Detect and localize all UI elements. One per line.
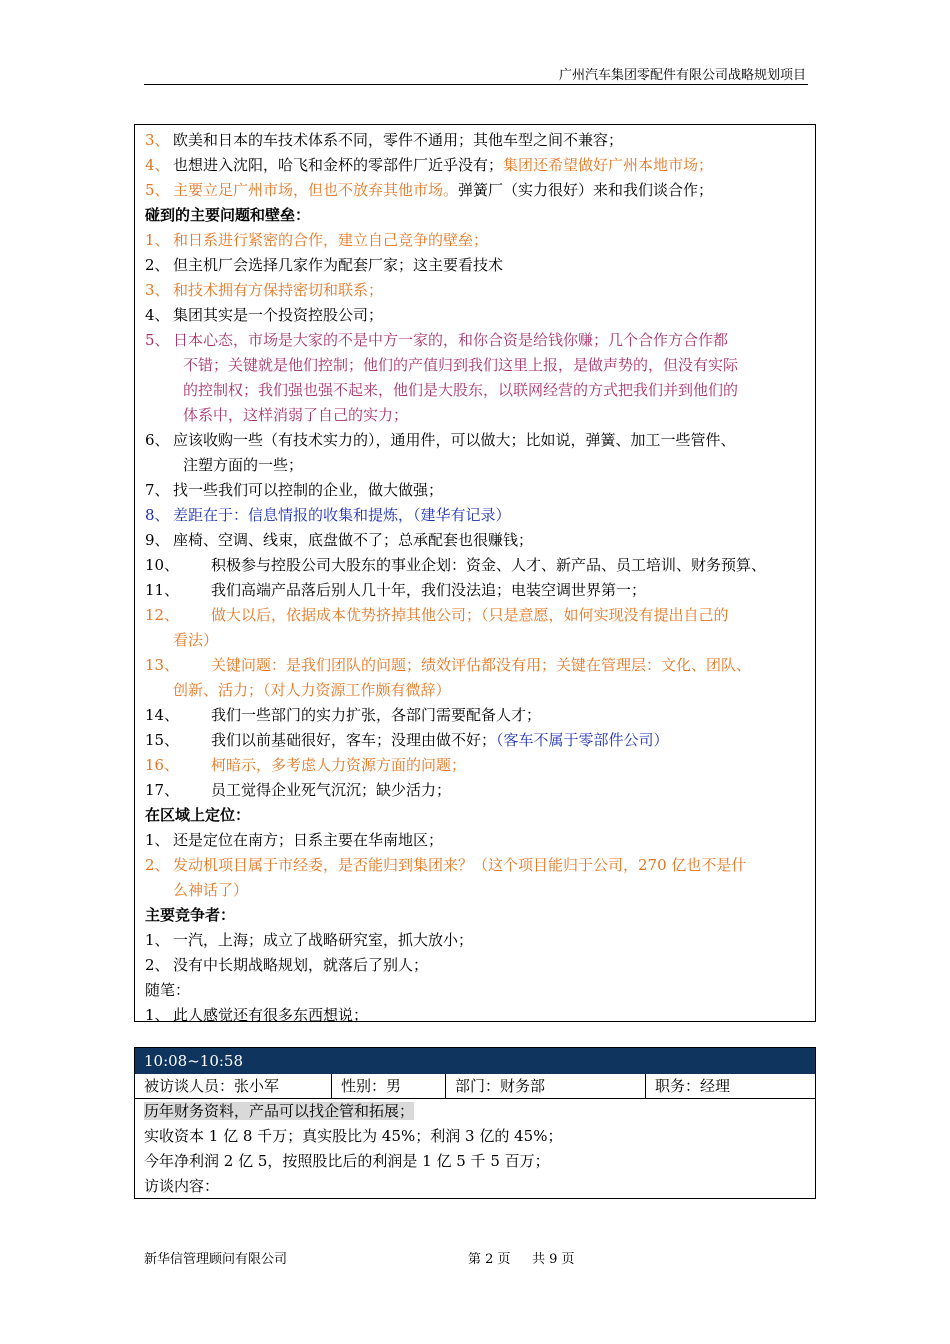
list-item-continuation: 体系中，这样消弱了自己的实力；: [183, 406, 409, 424]
list-item-continuation: 的控制权；我们强也强不起来，他们是大股东，以联网经营的方式把我们并到他们的: [183, 381, 739, 399]
record-line: 历年财务资料，产品可以找企管和拓展；: [144, 1102, 415, 1120]
list-item: 16、 柯暗示，多考虑人力资源方面的问题；: [145, 756, 467, 774]
list-item: 2、 没有中长期战略规划，就落后了别人；: [145, 956, 429, 974]
record-line: 今年净利润 2 亿 5，按照股比后的利润是 1 亿 5 千 5 百万；: [144, 1152, 550, 1170]
list-item: 2、 但主机厂会选择几家作为配套厂家；这主要看技术: [145, 256, 504, 274]
list-item-continuation: 创新、活力；（对人力资源工作颇有微辞）: [173, 681, 451, 699]
footer-page: 第 2 页: [468, 1252, 511, 1267]
section-heading: 主要竞争者：: [145, 906, 236, 924]
section-heading: 在区域上定位：: [145, 806, 251, 824]
list-item-continuation: 不错；关键就是他们控制；他们的产值归到我们这里上报，是做声势的，但没有实际: [183, 356, 739, 374]
list-item: 1、 此人感觉还有很多东西想说；: [145, 1006, 369, 1024]
list-item-continuation: 么神话了）: [173, 881, 249, 899]
interview-notes-box: [134, 124, 816, 1022]
list-item: 17、 员工觉得企业死气沉沉；缺少活力；: [145, 781, 452, 799]
interview-record-box: [134, 1047, 816, 1199]
list-item: 6、 应该收购一些（有技术实力的），通用件，可以做大；比如说，弹簧、加工一些管件、: [145, 431, 736, 449]
list-item: 7、 找一些我们可以控制的企业，做大做强；: [145, 481, 444, 499]
list-item: 2、 发动机项目属于市经委，是否能归到集团来？（这个项目能归于公司，270 亿也不是什: [145, 856, 747, 874]
list-item-continuation: 注塑方面的一些；: [183, 456, 304, 474]
list-item: 11、 我们高端产品落后别人几十年，我们没法追；电装空调世界第一；: [145, 581, 647, 599]
list-item-continuation: 看法）: [173, 631, 219, 649]
list-item: 3、 欧美和日本的车技术体系不同，零件不通用；其他车型之间不兼容；: [145, 131, 624, 149]
list-item: 13、 关键问题：是我们团队的问题；绩效评估都没有用；关键在管理层：文化、团队、: [145, 656, 752, 674]
list-item: 4、 集团其实是一个投资控股公司；: [145, 306, 384, 324]
list-item: 3、 和技术拥有方保持密切和联系；: [145, 281, 384, 299]
interviewee-gender: 性别：男: [332, 1074, 446, 1098]
list-item: 15、 我们以前基础很好，客车；没理由做不好；（客车不属于零部件公司）: [145, 731, 669, 749]
list-item: 14、 我们一些部门的实力扩张，各部门需要配备人才；: [145, 706, 542, 724]
header-title: 广州汽车集团零配件有限公司战略规划项目: [558, 68, 806, 83]
list-item: 1、 和日系进行紧密的合作，建立自己竞争的壁垒；: [145, 231, 489, 249]
interviewee-department: 部门：财务部: [446, 1074, 646, 1098]
interviewee-position: 职务：经理: [655, 1077, 731, 1095]
time-bar: [135, 1048, 815, 1074]
list-item: 9、 座椅、空调、线束，底盘做不了；总承配套也很赚钱；: [145, 531, 534, 549]
list-item: 1、 还是定位在南方；日系主要在华南地区；: [145, 831, 444, 849]
list-item: 8、 差距在于：信息情报的收集和提炼，（建华有记录）: [145, 506, 511, 524]
list-item: 4、 也想进入沈阳，哈飞和金杯的零部件厂近乎没有；集团还希望做好广州本地市场；: [145, 156, 714, 174]
footer-company: 新华信管理顾问有限公司: [144, 1252, 288, 1267]
interviewee-name: 被访谈人员：张小军: [135, 1074, 332, 1098]
footer-total: 共 9 页: [532, 1252, 575, 1267]
list-item: 10、 积极参与控股公司大股东的事业企划：资金、人才、新产品、员工培训、财务预算、: [145, 556, 767, 574]
list-item: 5、 日本心态，市场是大家的不是中方一家的，和你合资是给钱你赚；几个合作方合作都: [145, 331, 729, 349]
list-item: 1、 一汽，上海；成立了战略研究室，抓大放小；: [145, 931, 474, 949]
list-item: 12、 做大以后，依据成本优势挤掉其他公司；（只是意愿，如何实现没有提出自己的: [145, 606, 729, 624]
record-line: 实收资本 1 亿 8 千万；真实股比为 45%；利润 3 亿的 45%；: [144, 1127, 563, 1145]
interview-time: 10:08~10:58: [144, 1052, 244, 1070]
list-item: 5、 主要立足广州市场，但也不放弃其他市场。弹簧厂（实力很好）来和我们谈合作；: [145, 181, 714, 199]
section-heading: 碰到的主要问题和壁垒：: [145, 206, 311, 224]
notes-label: 随笔：: [145, 981, 191, 999]
record-line: 访谈内容：: [144, 1177, 220, 1195]
interviewee-info-row: [135, 1074, 815, 1099]
page-header: [144, 62, 808, 85]
